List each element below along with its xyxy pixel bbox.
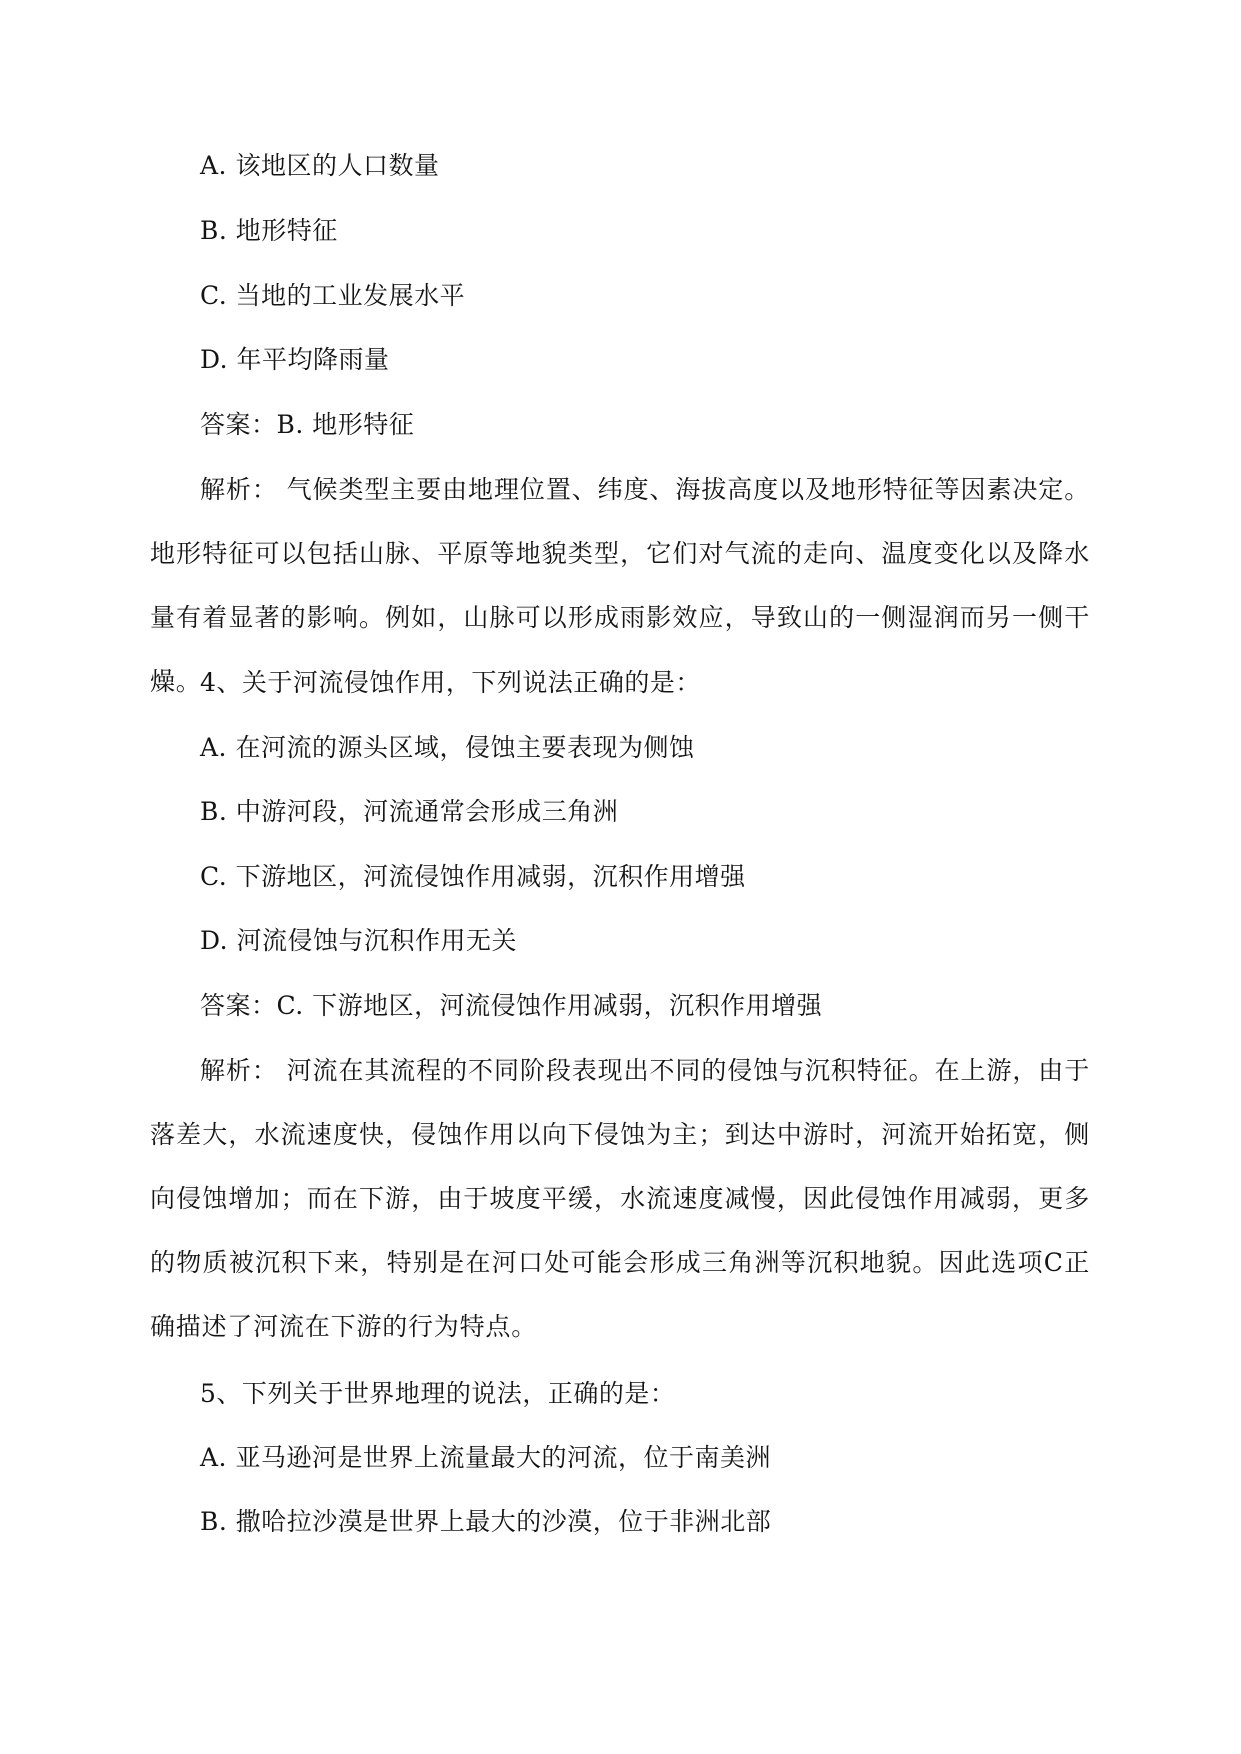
q3-option-a: A. 该地区的人口数量 <box>200 151 440 180</box>
q3-option-b: B. 地形特征 <box>200 216 338 245</box>
q4-answer: 答案：C. 下游地区，河流侵蚀作用减弱，沉积作用增强 <box>200 991 823 1020</box>
q4-option-a: A. 在河流的源头区域，侵蚀主要表现为侧蚀 <box>200 733 695 762</box>
q5-question: 5、下列关于世界地理的说法，正确的是： <box>200 1379 676 1408</box>
q3-analysis: 解析： 气候类型主要由地理位置、纬度、海拔高度以及地形特征等因素决定。地形特征可以包括山脉、平原等地貌类型，它们对气流的走向、温度变化以及降水量有着显著的影响。例如，山脉可以形成雨影效应，导致山的一侧湿润而另一侧干燥。 <box>150 475 1090 696</box>
q3-option-d: D. 年平均降雨量 <box>200 345 390 374</box>
q4-analysis: 解析： 河流在其流程的不同阶段表现出不同的侵蚀与沉积特征。在上游，由于落差大，水流速度快，侵蚀作用以向下侵蚀为主；到达中游时，河流开始拓宽，侧向侵蚀增加；而在下游，由于坡度平缓，水流速度减慢，因此侵蚀作用减弱，更多的物质被沉积下来，特别是在河口处可能会形成三角洲等沉积地貌。因此选项C正确描述了河流在下游的行为特点。 <box>150 1056 1090 1341</box>
q4-option-d: D. 河流侵蚀与沉积作用无关 <box>200 926 518 955</box>
q5-option-b: B. 撒哈拉沙漠是世界上最大的沙漠，位于非洲北部 <box>200 1507 772 1536</box>
q4-option-c: C. 下游地区，河流侵蚀作用减弱，沉积作用增强 <box>200 862 746 891</box>
q3-answer: 答案：B. 地形特征 <box>200 410 415 439</box>
q4-question: 4、关于河流侵蚀作用，下列说法正确的是： <box>200 668 701 697</box>
q4-option-b: B. 中游河段，河流通常会形成三角洲 <box>200 797 619 826</box>
q3-option-c: C. 当地的工业发展水平 <box>200 281 466 310</box>
q5-option-a: A. 亚马逊河是世界上流量最大的河流，位于南美洲 <box>200 1443 771 1472</box>
